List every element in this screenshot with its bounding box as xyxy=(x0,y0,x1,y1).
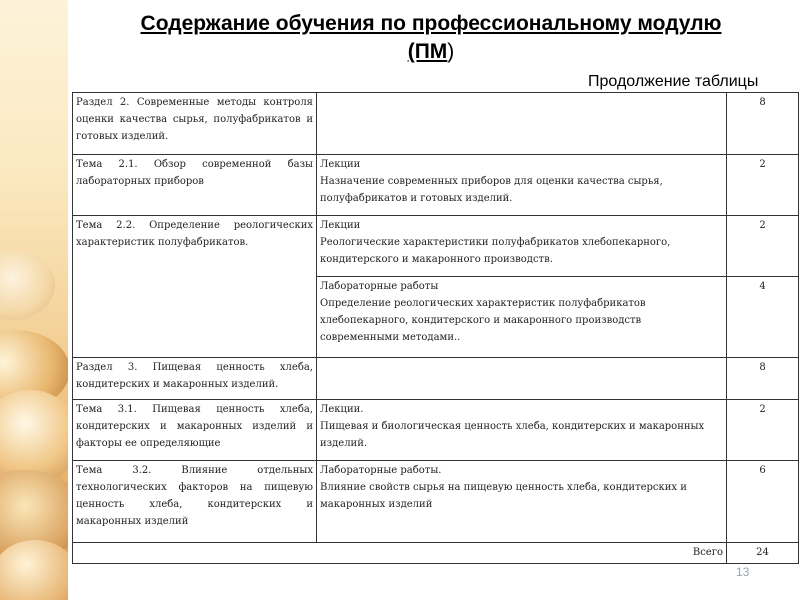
content-type: Лабораторные работы. xyxy=(320,465,442,476)
total-label: Всего xyxy=(73,543,727,564)
content-type: Лекции xyxy=(320,159,361,170)
table-row xyxy=(73,358,799,400)
section-cell: Раздел 2. Современные методы контроля оценки качества сырья, полуфабрикатов и готовых изделий. xyxy=(73,93,317,155)
curriculum-table xyxy=(72,92,799,564)
bread-roll-image xyxy=(0,250,55,320)
table-row xyxy=(73,400,799,461)
content-cell xyxy=(317,216,727,277)
bread-roll-image xyxy=(0,540,68,600)
content-type: Лекции xyxy=(320,220,361,231)
content-type: Лабораторные работы xyxy=(320,281,439,292)
section-cell: Тема 3.2. Влияние отдельных технологических факторов на пищевую ценность хлеба, кондитерских и макаронных изделий xyxy=(73,461,317,543)
bread-decoration xyxy=(0,0,68,600)
content-cell xyxy=(317,277,727,358)
hours-cell: 8 xyxy=(727,358,799,400)
hours-cell: 4 xyxy=(727,277,799,358)
table-row xyxy=(73,93,799,155)
content-cell xyxy=(317,358,727,400)
content-cell xyxy=(317,461,727,543)
hours-cell: 2 xyxy=(727,216,799,277)
content-text: Пищевая и биологическая ценность хлеба, кондитерских и макаронных изделий. xyxy=(320,421,705,449)
section-cell: Раздел 3. Пищевая ценность хлеба, кондитерских и макаронных изделий. xyxy=(73,358,317,400)
total-row xyxy=(73,543,799,564)
section-cell: Тема 3.1. Пищевая ценность хлеба, кондитерских и макаронных изделий и факторы ее определяющие xyxy=(73,400,317,461)
title-abbreviation: (ПМ xyxy=(407,40,448,63)
title-line-2 xyxy=(70,38,792,66)
hours-cell: 2 xyxy=(727,155,799,216)
hours-cell: 8 xyxy=(727,93,799,155)
section-cell: Тема 2.2. Определение реологических характеристик полуфабрикатов. xyxy=(73,216,317,358)
table-row xyxy=(73,155,799,216)
table-row xyxy=(73,216,799,277)
section-cell: Тема 2.1. Обзор современной базы лабораторных приборов xyxy=(73,155,317,216)
content-text: Влияние свойств сырья на пищевую ценность хлеба, кондитерских и макаронных изделий xyxy=(320,482,687,510)
page-number: 13 xyxy=(736,565,750,579)
content-text: Реологические характеристики полуфабрикатов хлебопекарного, кондитерского и макаронного производств. xyxy=(320,237,671,265)
content-text: Определение реологических характеристик полуфабрикатов хлебопекарного, кондитерского и макаронного производств современными методами.. xyxy=(320,298,646,343)
table-row xyxy=(73,461,799,543)
content-cell xyxy=(317,93,727,155)
content-type: Лекции. xyxy=(320,404,364,415)
hours-cell: 2 xyxy=(727,400,799,461)
title-line-1: Содержание обучения по профессиональному модулю xyxy=(140,12,722,35)
page-title xyxy=(70,10,792,66)
continuation-label: Продолжение таблицы xyxy=(588,73,759,90)
content-cell xyxy=(317,155,727,216)
content-text: Назначение современных приборов для оценки качества сырья, полуфабрикатов и готовых изделий. xyxy=(320,176,663,204)
content-cell xyxy=(317,400,727,461)
title-closing-paren: ) xyxy=(447,40,455,63)
hours-cell: 6 xyxy=(727,461,799,543)
total-value: 24 xyxy=(727,543,799,564)
